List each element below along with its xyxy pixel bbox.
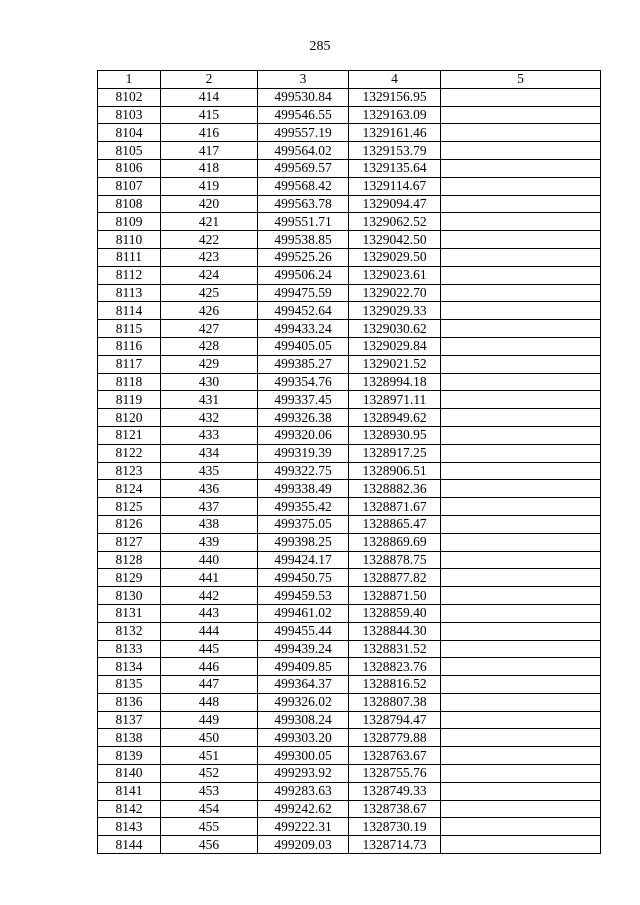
table-cell [441, 373, 601, 391]
table-cell: 499308.24 [258, 711, 349, 729]
table-cell: 499375.05 [258, 515, 349, 533]
table-cell [441, 355, 601, 373]
table-cell: 499557.19 [258, 124, 349, 142]
table-cell [441, 302, 601, 320]
table-cell: 8121 [98, 426, 161, 444]
table-cell [441, 142, 601, 160]
table-cell [441, 106, 601, 124]
table-cell: 427 [161, 320, 258, 338]
table-cell: 8123 [98, 462, 161, 480]
table-cell: 438 [161, 515, 258, 533]
table-cell: 499455.44 [258, 622, 349, 640]
table-cell [441, 711, 601, 729]
table-cell [441, 747, 601, 765]
table-cell [441, 337, 601, 355]
table-cell [441, 604, 601, 622]
table-cell [441, 177, 601, 195]
table-cell: 499398.25 [258, 533, 349, 551]
table-cell [441, 676, 601, 694]
table-cell: 450 [161, 729, 258, 747]
table-cell [441, 231, 601, 249]
table-cell [441, 640, 601, 658]
table-cell: 8119 [98, 391, 161, 409]
table-cell: 8142 [98, 800, 161, 818]
table-cell [441, 426, 601, 444]
table-cell: 8133 [98, 640, 161, 658]
table-cell [441, 765, 601, 783]
table-cell: 437 [161, 498, 258, 516]
table-row [98, 747, 601, 765]
table-cell: 499354.76 [258, 373, 349, 391]
table-cell: 429 [161, 355, 258, 373]
table-cell: 8107 [98, 177, 161, 195]
table-cell: 424 [161, 266, 258, 284]
table-cell [441, 213, 601, 231]
table-cell: 8141 [98, 782, 161, 800]
table-cell: 499283.63 [258, 782, 349, 800]
table-row [98, 248, 601, 266]
table-cell: 1329023.61 [349, 266, 441, 284]
table-cell: 1328738.67 [349, 800, 441, 818]
table-row [98, 426, 601, 444]
table-row [98, 373, 601, 391]
table-cell: 1328779.88 [349, 729, 441, 747]
table-cell: 440 [161, 551, 258, 569]
table-cell: 499320.06 [258, 426, 349, 444]
table-header-row [98, 71, 601, 89]
table-cell [441, 409, 601, 427]
table-cell: 431 [161, 391, 258, 409]
table-cell: 1328871.50 [349, 587, 441, 605]
table-row [98, 604, 601, 622]
table-body [98, 88, 601, 853]
table-row [98, 266, 601, 284]
table-cell: 499326.02 [258, 693, 349, 711]
table-cell [441, 124, 601, 142]
table-cell: 1328816.52 [349, 676, 441, 694]
table-cell: 1329135.64 [349, 159, 441, 177]
table-cell [441, 533, 601, 551]
table-row [98, 409, 601, 427]
column-header: 1 [98, 71, 161, 89]
table-cell: 8116 [98, 337, 161, 355]
table-cell: 422 [161, 231, 258, 249]
table-cell: 416 [161, 124, 258, 142]
table-cell: 1328930.95 [349, 426, 441, 444]
table-cell: 499525.26 [258, 248, 349, 266]
table-cell: 499450.75 [258, 569, 349, 587]
column-header: 3 [258, 71, 349, 89]
table-cell: 456 [161, 836, 258, 854]
table-cell [441, 444, 601, 462]
table-cell: 499551.71 [258, 213, 349, 231]
table-cell: 8129 [98, 569, 161, 587]
table-cell: 8140 [98, 765, 161, 783]
column-header: 5 [441, 71, 601, 89]
table-row [98, 355, 601, 373]
table-cell: 8106 [98, 159, 161, 177]
table-cell: 8103 [98, 106, 161, 124]
table-row [98, 480, 601, 498]
table-row [98, 569, 601, 587]
table-cell: 499424.17 [258, 551, 349, 569]
table-cell: 420 [161, 195, 258, 213]
table-cell: 1328882.36 [349, 480, 441, 498]
table-cell: 8117 [98, 355, 161, 373]
table-cell: 8110 [98, 231, 161, 249]
table-cell: 8125 [98, 498, 161, 516]
table-cell: 452 [161, 765, 258, 783]
table-cell: 8134 [98, 658, 161, 676]
table-cell: 444 [161, 622, 258, 640]
table-cell: 455 [161, 818, 258, 836]
table-cell: 439 [161, 533, 258, 551]
table-cell: 1329022.70 [349, 284, 441, 302]
table-cell: 8115 [98, 320, 161, 338]
table-row [98, 711, 601, 729]
table-row [98, 515, 601, 533]
table-cell: 8108 [98, 195, 161, 213]
table-cell: 451 [161, 747, 258, 765]
table-cell: 453 [161, 782, 258, 800]
table-cell: 499452.64 [258, 302, 349, 320]
table-cell: 419 [161, 177, 258, 195]
table-row [98, 676, 601, 694]
table-cell: 421 [161, 213, 258, 231]
table-row [98, 391, 601, 409]
table-row [98, 729, 601, 747]
table-cell: 1328865.47 [349, 515, 441, 533]
table-row [98, 462, 601, 480]
table-cell: 8139 [98, 747, 161, 765]
table-cell [441, 622, 601, 640]
table-cell [441, 88, 601, 106]
table-cell: 8102 [98, 88, 161, 106]
table-cell: 1329042.50 [349, 231, 441, 249]
table-cell: 1328949.62 [349, 409, 441, 427]
table-cell: 499433.24 [258, 320, 349, 338]
table-cell: 1328807.38 [349, 693, 441, 711]
table-cell [441, 836, 601, 854]
table-cell: 430 [161, 373, 258, 391]
table-cell: 499300.05 [258, 747, 349, 765]
table-cell: 1329153.79 [349, 142, 441, 160]
table-cell: 499364.37 [258, 676, 349, 694]
table-cell: 443 [161, 604, 258, 622]
table-row [98, 587, 601, 605]
table-cell: 499326.38 [258, 409, 349, 427]
table-cell: 418 [161, 159, 258, 177]
table-cell: 8138 [98, 729, 161, 747]
table-cell: 1328794.47 [349, 711, 441, 729]
table-cell: 415 [161, 106, 258, 124]
table-cell [441, 498, 601, 516]
table-cell: 1328714.73 [349, 836, 441, 854]
table-cell: 454 [161, 800, 258, 818]
table-cell: 499385.27 [258, 355, 349, 373]
table-cell: 1328831.52 [349, 640, 441, 658]
table-cell: 1328994.18 [349, 373, 441, 391]
table-cell: 499568.42 [258, 177, 349, 195]
table-cell: 499538.85 [258, 231, 349, 249]
table-cell [441, 480, 601, 498]
table-row [98, 302, 601, 320]
table-cell: 435 [161, 462, 258, 480]
table-cell: 8124 [98, 480, 161, 498]
table-cell [441, 284, 601, 302]
table-row [98, 231, 601, 249]
table-cell: 499569.57 [258, 159, 349, 177]
table-cell: 8132 [98, 622, 161, 640]
table-cell: 434 [161, 444, 258, 462]
table-cell: 499319.39 [258, 444, 349, 462]
table-cell [441, 195, 601, 213]
table-cell: 1329094.47 [349, 195, 441, 213]
table-cell: 499506.24 [258, 266, 349, 284]
table-row [98, 622, 601, 640]
table-cell: 499222.31 [258, 818, 349, 836]
table-cell: 1328871.67 [349, 498, 441, 516]
table-cell: 441 [161, 569, 258, 587]
table-cell [441, 515, 601, 533]
table-row [98, 836, 601, 854]
table-row [98, 337, 601, 355]
table-cell: 417 [161, 142, 258, 160]
table-cell: 499563.78 [258, 195, 349, 213]
table-row [98, 533, 601, 551]
table-cell: 445 [161, 640, 258, 658]
table-row [98, 818, 601, 836]
table-cell: 499439.24 [258, 640, 349, 658]
table-cell: 1328971.11 [349, 391, 441, 409]
table-row [98, 142, 601, 160]
table-cell: 449 [161, 711, 258, 729]
table-cell [441, 587, 601, 605]
table-cell: 8104 [98, 124, 161, 142]
table-row [98, 159, 601, 177]
table-cell: 499405.05 [258, 337, 349, 355]
table-row [98, 551, 601, 569]
table-cell: 499355.42 [258, 498, 349, 516]
table-cell: 499293.92 [258, 765, 349, 783]
table-cell: 8127 [98, 533, 161, 551]
table-cell: 1329114.67 [349, 177, 441, 195]
table-cell: 8135 [98, 676, 161, 694]
table-row [98, 213, 601, 231]
column-header: 2 [161, 71, 258, 89]
table-cell: 1329156.95 [349, 88, 441, 106]
table-cell: 8128 [98, 551, 161, 569]
page-number: 285 [309, 39, 331, 54]
table-row [98, 106, 601, 124]
table-cell: 1328730.19 [349, 818, 441, 836]
table-cell: 8144 [98, 836, 161, 854]
table-cell [441, 462, 601, 480]
table-row [98, 444, 601, 462]
table-cell: 8111 [98, 248, 161, 266]
table-cell: 8113 [98, 284, 161, 302]
table-row [98, 177, 601, 195]
table-cell [441, 248, 601, 266]
table-cell: 414 [161, 88, 258, 106]
table-cell: 499461.02 [258, 604, 349, 622]
coordinates-table [97, 70, 601, 854]
table-cell [441, 391, 601, 409]
table-cell: 8122 [98, 444, 161, 462]
table-cell [441, 693, 601, 711]
table-cell: 1328878.75 [349, 551, 441, 569]
table-row [98, 320, 601, 338]
table-cell [441, 818, 601, 836]
table-cell: 1328749.33 [349, 782, 441, 800]
table-cell: 1329021.52 [349, 355, 441, 373]
table-cell: 1328763.67 [349, 747, 441, 765]
table-cell: 8136 [98, 693, 161, 711]
table-cell [441, 569, 601, 587]
table-cell [441, 782, 601, 800]
table-cell: 448 [161, 693, 258, 711]
table-cell: 499459.53 [258, 587, 349, 605]
table-cell: 423 [161, 248, 258, 266]
table-cell: 1329163.09 [349, 106, 441, 124]
table-cell: 8137 [98, 711, 161, 729]
table-cell: 447 [161, 676, 258, 694]
table-cell [441, 266, 601, 284]
table-cell: 1328823.76 [349, 658, 441, 676]
table-cell [441, 551, 601, 569]
table-cell: 8120 [98, 409, 161, 427]
table-cell: 1328877.82 [349, 569, 441, 587]
table-cell: 499409.85 [258, 658, 349, 676]
table-cell [441, 159, 601, 177]
table-cell: 8131 [98, 604, 161, 622]
table-cell: 1328869.69 [349, 533, 441, 551]
table-cell: 499242.62 [258, 800, 349, 818]
table-cell: 1329030.62 [349, 320, 441, 338]
table-cell: 8126 [98, 515, 161, 533]
table-cell: 8130 [98, 587, 161, 605]
table-cell: 1328917.25 [349, 444, 441, 462]
table-cell: 499322.75 [258, 462, 349, 480]
table-cell: 1329029.84 [349, 337, 441, 355]
table-cell: 499303.20 [258, 729, 349, 747]
table-row [98, 800, 601, 818]
table-cell: 436 [161, 480, 258, 498]
table-cell: 446 [161, 658, 258, 676]
table-row [98, 640, 601, 658]
table-cell: 1329029.50 [349, 248, 441, 266]
table-cell: 8109 [98, 213, 161, 231]
table-cell: 499530.84 [258, 88, 349, 106]
table-cell: 499337.45 [258, 391, 349, 409]
table-cell [441, 320, 601, 338]
table-row [98, 498, 601, 516]
table-row [98, 782, 601, 800]
table-cell: 8118 [98, 373, 161, 391]
table-cell: 8143 [98, 818, 161, 836]
table-cell: 433 [161, 426, 258, 444]
table-cell: 8114 [98, 302, 161, 320]
table-cell: 1329029.33 [349, 302, 441, 320]
table-row [98, 693, 601, 711]
table-row [98, 284, 601, 302]
table-row [98, 195, 601, 213]
table-cell: 442 [161, 587, 258, 605]
table-cell: 1328906.51 [349, 462, 441, 480]
table-row [98, 765, 601, 783]
table-cell: 499338.49 [258, 480, 349, 498]
table-cell: 428 [161, 337, 258, 355]
table-cell [441, 800, 601, 818]
table-row [98, 88, 601, 106]
table-cell: 8105 [98, 142, 161, 160]
table-cell: 1328755.76 [349, 765, 441, 783]
table-cell: 426 [161, 302, 258, 320]
table-cell: 1328844.30 [349, 622, 441, 640]
table-cell: 499564.02 [258, 142, 349, 160]
table-cell: 1329062.52 [349, 213, 441, 231]
table-cell [441, 658, 601, 676]
table-cell: 8112 [98, 266, 161, 284]
table-cell: 499209.03 [258, 836, 349, 854]
table-cell: 1328859.40 [349, 604, 441, 622]
table-cell: 499546.55 [258, 106, 349, 124]
table-row [98, 124, 601, 142]
column-header: 4 [349, 71, 441, 89]
table-cell [441, 729, 601, 747]
table-cell: 425 [161, 284, 258, 302]
table-cell: 1329161.46 [349, 124, 441, 142]
table-cell: 432 [161, 409, 258, 427]
table-row [98, 658, 601, 676]
table-cell: 499475.59 [258, 284, 349, 302]
